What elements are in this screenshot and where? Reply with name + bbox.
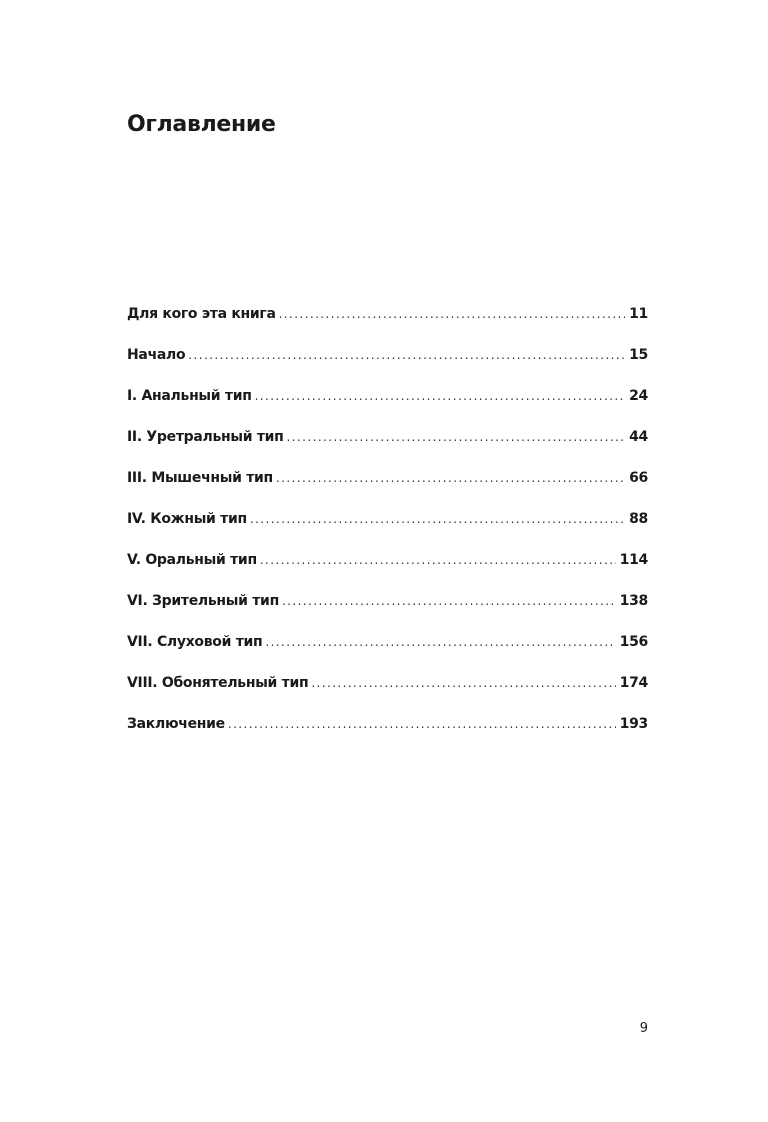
dot-leader bbox=[260, 553, 616, 567]
toc-entry-page: 11 bbox=[629, 306, 648, 322]
toc-entry[interactable] bbox=[127, 552, 648, 593]
dot-leader bbox=[255, 389, 626, 403]
page-title: Оглавление bbox=[127, 112, 276, 137]
toc-entry-title: VII. Слуховой тип bbox=[127, 634, 263, 650]
dot-leader bbox=[250, 512, 625, 526]
toc-entry-page: 44 bbox=[629, 429, 648, 445]
toc-entry-page: 114 bbox=[619, 552, 648, 568]
dot-leader bbox=[287, 430, 626, 444]
toc-entry[interactable] bbox=[127, 429, 648, 470]
toc-entry[interactable] bbox=[127, 306, 648, 347]
table-of-contents bbox=[127, 306, 648, 757]
toc-entry[interactable] bbox=[127, 634, 648, 675]
dot-leader bbox=[311, 676, 615, 690]
toc-entry-title: III. Мышечный тип bbox=[127, 470, 273, 486]
dot-leader bbox=[228, 717, 616, 731]
toc-entry-title: I. Анальный тип bbox=[127, 388, 252, 404]
dot-leader bbox=[265, 635, 615, 649]
toc-entry-page: 156 bbox=[619, 634, 648, 650]
toc-entry-title: Заключение bbox=[127, 716, 225, 732]
toc-entry-page: 24 bbox=[629, 388, 648, 404]
dot-leader bbox=[282, 594, 616, 608]
toc-entry-page: 66 bbox=[629, 470, 648, 486]
toc-entry[interactable] bbox=[127, 511, 648, 552]
toc-entry[interactable] bbox=[127, 593, 648, 634]
toc-entry[interactable] bbox=[127, 347, 648, 388]
page-number: 9 bbox=[639, 1021, 648, 1036]
toc-entry[interactable] bbox=[127, 675, 648, 716]
toc-entry-page: 15 bbox=[629, 347, 648, 363]
toc-entry-title: VI. Зрительный тип bbox=[127, 593, 279, 609]
toc-entry-title: II. Уретральный тип bbox=[127, 429, 284, 445]
toc-entry-page: 88 bbox=[629, 511, 648, 527]
toc-entry-title: V. Оральный тип bbox=[127, 552, 257, 568]
dot-leader bbox=[279, 307, 626, 321]
dot-leader bbox=[188, 348, 625, 362]
toc-entry-page: 138 bbox=[619, 593, 648, 609]
toc-entry[interactable] bbox=[127, 716, 648, 757]
toc-entry-page: 174 bbox=[619, 675, 648, 691]
toc-entry[interactable] bbox=[127, 388, 648, 429]
toc-entry-title: VIII. Обонятельный тип bbox=[127, 675, 309, 691]
toc-entry[interactable] bbox=[127, 470, 648, 511]
toc-entry-title: Начало bbox=[127, 347, 186, 363]
toc-entry-title: IV. Кожный тип bbox=[127, 511, 247, 527]
toc-entry-page: 193 bbox=[619, 716, 648, 732]
dot-leader bbox=[276, 471, 625, 485]
toc-entry-title: Для кого эта книга bbox=[127, 306, 276, 322]
